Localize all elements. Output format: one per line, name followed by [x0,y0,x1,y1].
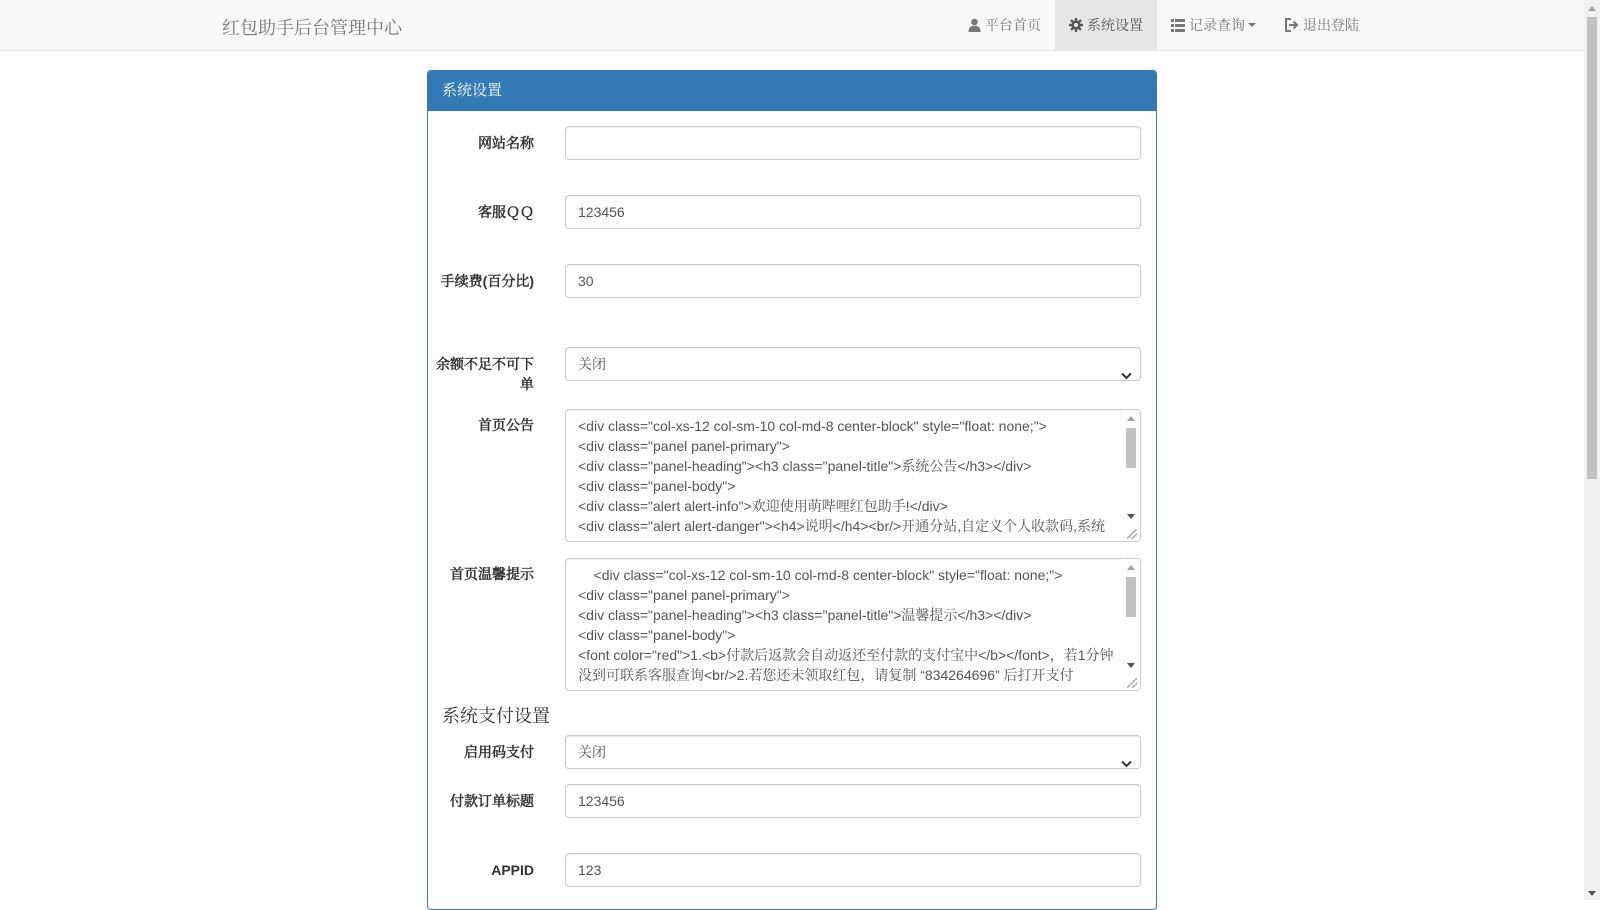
home-tips-scrollbar[interactable] [1122,559,1139,690]
enable-code-pay-value: 关闭 [578,744,606,760]
enable-code-pay-select[interactable] [565,735,1141,769]
scroll-thumb[interactable] [1587,17,1597,479]
nav-item-home[interactable] [954,0,1055,50]
balance-block-select[interactable] [565,347,1141,381]
home-tips-textarea[interactable] [565,558,1141,691]
fee-label: 手续费(百分比) [440,273,534,289]
chevron-down-icon [1121,359,1132,391]
service-qq-label: 客服ＱＱ [478,204,534,220]
resize-grip-icon[interactable] [1127,678,1137,688]
window-scrollbar[interactable] [1584,0,1600,900]
home-notice-label: 首页公告 [478,417,534,433]
top-navbar [0,0,1584,51]
list-icon [1171,19,1185,32]
nav-label-records: 记录查询 [1189,17,1245,33]
home-notice-wrap [428,409,1156,542]
settings-panel [427,70,1157,910]
nav-item-records[interactable] [1157,0,1270,50]
scroll-down-icon[interactable] [1127,514,1135,519]
resize-grip-icon[interactable] [1127,529,1137,539]
scroll-down-icon[interactable] [1127,663,1135,668]
home-notice-textarea[interactable] [565,409,1141,542]
nav-item-logout[interactable] [1270,0,1373,50]
site-name-label: 网站名称 [478,135,534,151]
scroll-down-icon[interactable] [1588,891,1596,896]
scroll-thumb[interactable] [1126,428,1136,468]
user-icon [968,18,981,32]
scroll-up-icon[interactable] [1127,416,1135,421]
panel-title: 系统设置 [428,71,1156,111]
nav-label-settings: 系统设置 [1087,17,1143,33]
enable-code-pay-label: 启用码支付 [464,744,534,760]
nav-item-settings[interactable] [1055,0,1157,50]
gear-icon [1069,18,1083,32]
logout-icon [1284,18,1299,32]
order-title-label: 付款订单标题 [450,793,534,809]
balance-block-label: 余额不足不可下单 [436,356,534,392]
scroll-up-icon[interactable] [1588,6,1596,11]
home-tips-label: 首页温馨提示 [450,566,534,582]
brand-title[interactable]: 红包助手后台管理中心 [222,18,402,38]
home-notice-scrollbar[interactable] [1122,410,1139,541]
home-tips-wrap [428,558,1156,691]
appid-input[interactable] [565,853,1141,887]
caret-down-icon [1248,23,1256,27]
balance-block-value: 关闭 [578,356,606,372]
nav-label-home: 平台首页 [985,17,1041,33]
nav-menu [954,0,1373,50]
service-qq-input[interactable] [565,195,1141,229]
nav-label-logout: 退出登陆 [1303,17,1359,33]
pay-section-title: 系统支付设置 [442,706,550,726]
chevron-down-icon [1121,747,1132,779]
order-title-input[interactable] [565,784,1141,818]
scroll-thumb[interactable] [1126,577,1136,617]
fee-input[interactable] [565,264,1141,298]
site-name-input[interactable] [565,126,1141,160]
appid-label: APPID [491,862,534,878]
scroll-up-icon[interactable] [1127,565,1135,570]
